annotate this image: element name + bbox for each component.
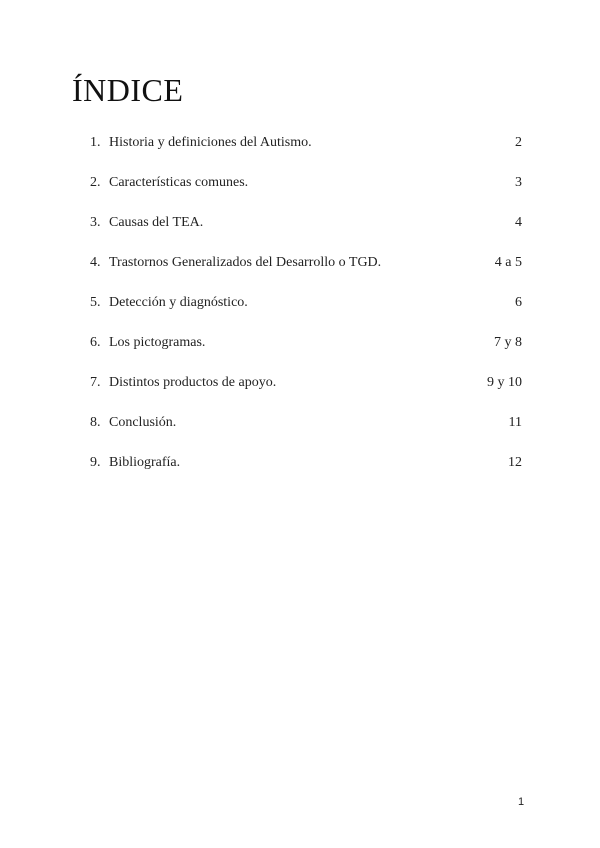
toc-item-title: Bibliografía. [109, 455, 181, 470]
toc-item-title: Los pictogramas. [109, 335, 206, 350]
toc-item-title: Distintos productos de apoyo. [109, 375, 277, 390]
toc-item-title: Causas del TEA. [109, 215, 204, 230]
toc-item [90, 295, 522, 335]
toc-item [90, 375, 522, 415]
table-of-contents [90, 135, 522, 495]
toc-item-number: 2. [90, 175, 101, 190]
toc-item-number: 3. [90, 215, 101, 230]
toc-item-page: 4 a 5 [494, 255, 522, 270]
toc-item-page: 2 [515, 135, 522, 150]
toc-item [90, 215, 522, 255]
toc-item [90, 135, 522, 175]
toc-item-title: Trastornos Generalizados del Desarrollo o TGD. [109, 255, 382, 270]
toc-item [90, 255, 522, 295]
page-number: 1 [518, 796, 525, 808]
toc-item-page: 7 y 8 [494, 335, 522, 350]
toc-item-page: 9 y 10 [487, 375, 522, 390]
toc-item-page: 11 [508, 415, 522, 430]
toc-item-title: Detección y diagnóstico. [109, 295, 248, 310]
toc-item-title: Historia y definiciones del Autismo. [109, 135, 312, 150]
toc-item-page: 12 [508, 455, 522, 470]
toc-item-page: 6 [515, 295, 522, 310]
toc-item-title: Conclusión. [109, 415, 177, 430]
toc-item-number: 1. [90, 135, 101, 150]
toc-item-number: 6. [90, 335, 101, 350]
toc-item-number: 9. [90, 455, 101, 470]
toc-item-page: 3 [515, 175, 522, 190]
toc-item-title: Características comunes. [109, 175, 249, 190]
toc-item-number: 5. [90, 295, 101, 310]
page-title: ÍNDICE [72, 72, 184, 108]
toc-item-number: 7. [90, 375, 101, 390]
toc-item-number: 4. [90, 255, 101, 270]
toc-item [90, 335, 522, 375]
toc-item [90, 415, 522, 455]
toc-item-number: 8. [90, 415, 101, 430]
toc-item [90, 175, 522, 215]
toc-item [90, 455, 522, 495]
toc-item-page: 4 [515, 215, 522, 230]
